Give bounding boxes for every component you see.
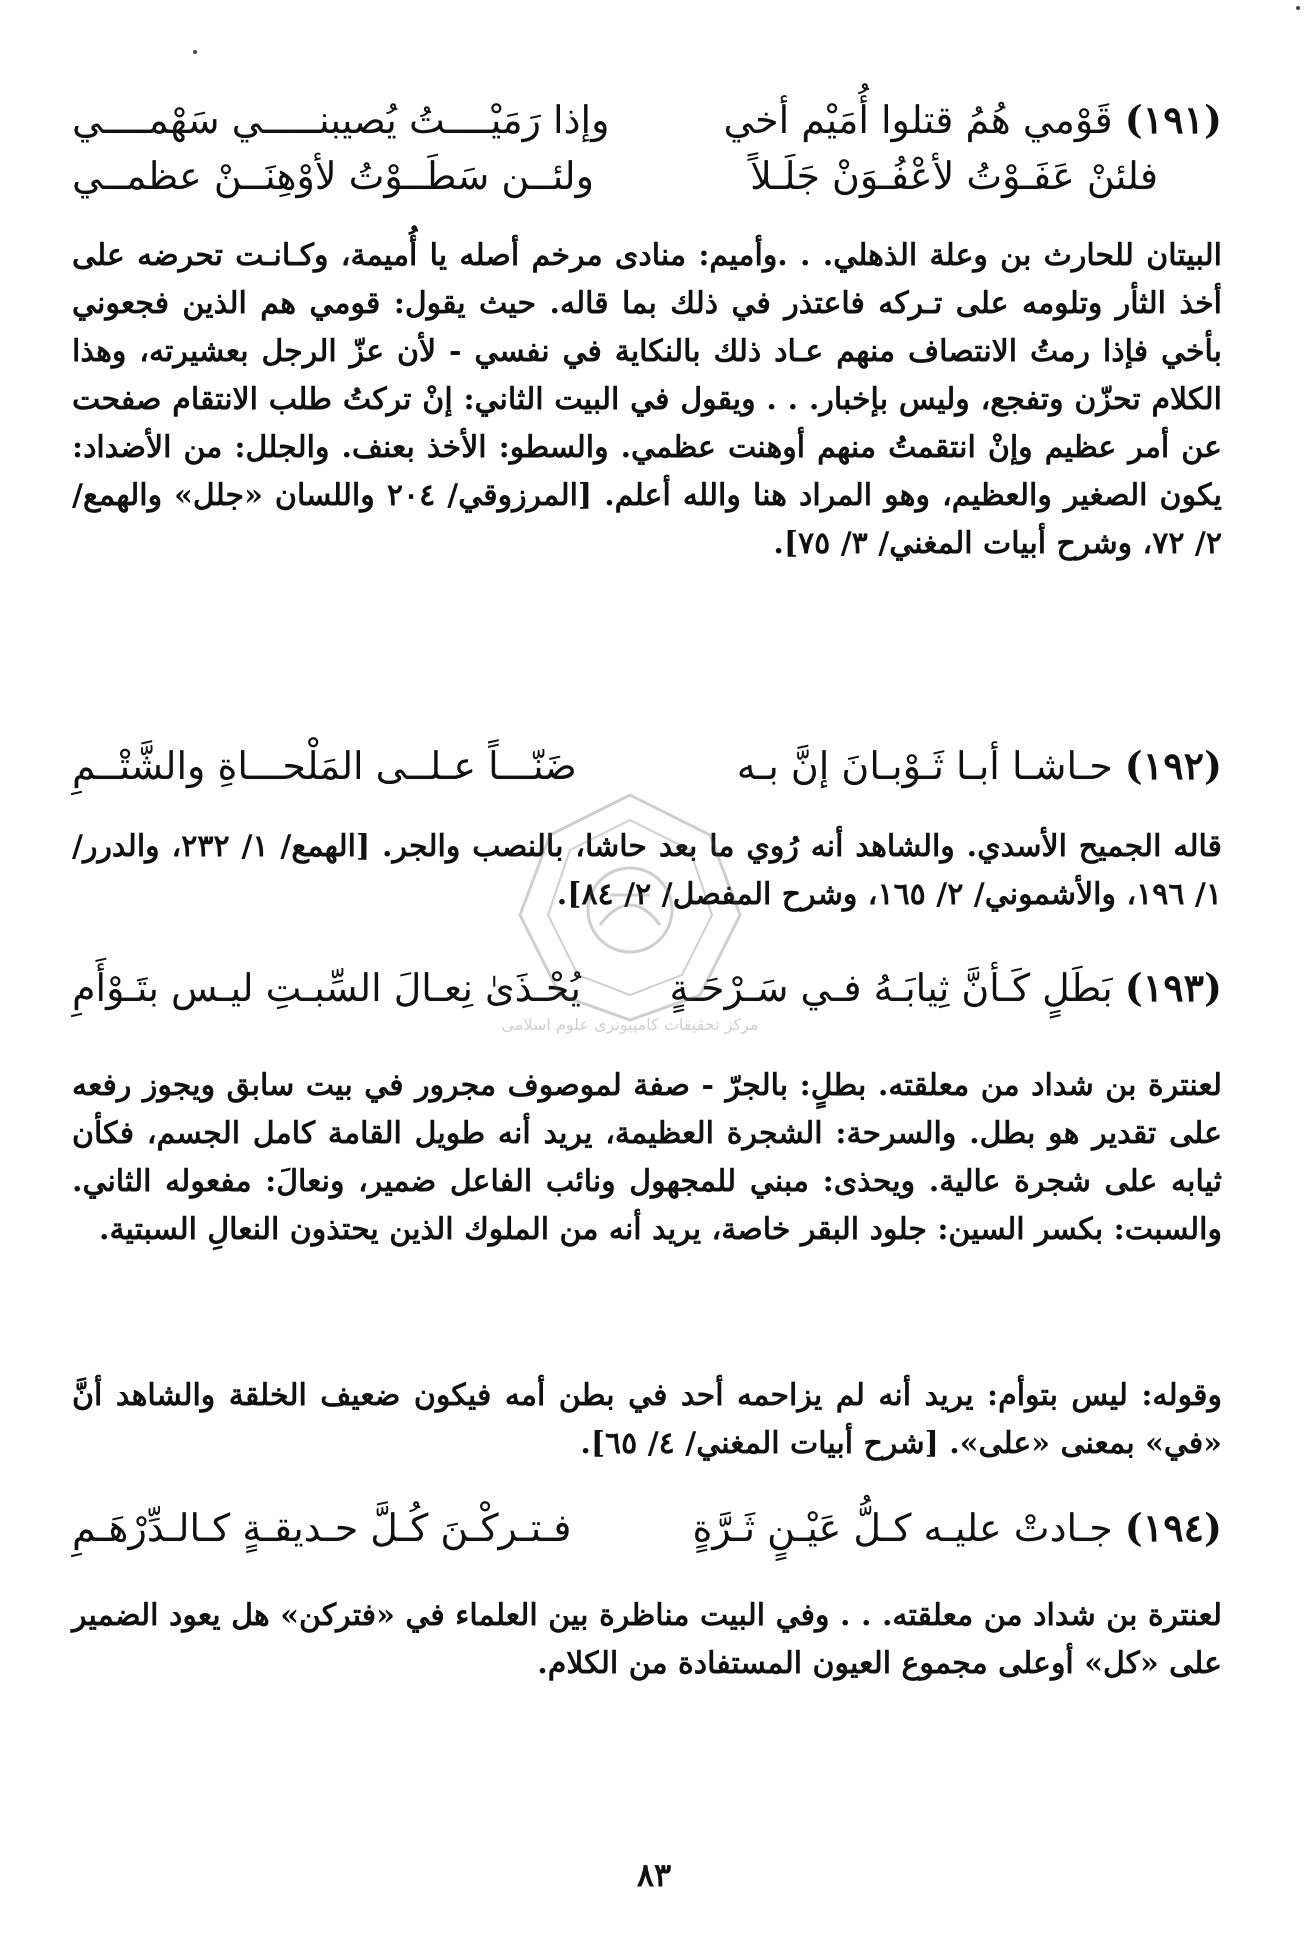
verse-number: (١٩١) [1124, 97, 1222, 142]
commentary-paragraph: لعنترة بن شداد من معلقته. . . وفي البيت مناظرة بين العلماء في «فتركن» هل يعود الضمير على «كل» أوعلى مجموع العيون المستفادة من الكلام. [72, 1598, 1222, 1681]
commentary-paragraph: لعنترة بن شداد من معلقته. بطلٍ: بالجرّ - صفة لموصوف مجرور في بيت سابق ويجوز رفعه على تقدير هو بطل. والسرحة: الشجرة العظيمة، يريد أنه طويل القامة كامل الجسم، فكأن ثيابه على شجرة عالية. ويحذى: مبني للمجهول ونائب الفاعل ضمير، ونعالَ: مفعوله الثاني. والسبت: بكسر السين: جلود البقر خاصة، يريد أنه من الملوك الذين يحتذون النعالِ السبتية. [72, 1068, 1222, 1247]
verse-194 [72, 1500, 1222, 1556]
hemistich-text: حـاشـا أبـا ثَـوْبـانَ إنَّ بـه [736, 744, 1113, 788]
commentary-paragraph: البيتان للحارث بن وعلة الذهلي. . .وأميم: منادى مرخم أصله يا أُميمة، وكـانـت تحرضه على أخذ الثأر وتلومه على تـركه فاعتذر في ذلك بما قاله. حيث يقول: قومي هم الذين فجعوني بأخي فإذا رمتُ الانتصاف منهم عـاد ذلك بالنكاية في نفسي - لأن عزّ الرجل بعشيرته، وهذا الكلام تحزّن وتفجع، وليس بإخبار. . . ويقول في البيت الثاني: إنْ تركتُ طلب الانتقام صفحت عن أمر عظيم وإنْ انتقمتُ منهم أوهنت عظمي. والسطو: الأخذ بعنف. والجلل: من الأضداد: يكون الصغير والعظيم، وهو المراد هنا والله أعلم. [المرزوقي/ ٢٠٤ واللسان «جلل» والهمع/ ٢/ ٧٢، وشرح أبيات المغني/ ٣/ ٧٥]. [72, 238, 1222, 561]
hemistich-text: جـادتْ عليـه كـلُّ عَيْـنٍ ثَـرَّةٍ [692, 1506, 1113, 1550]
watermark-text: مركز تحقيقات كامپيوترى علوم اسلامى [501, 1015, 759, 1034]
verse-191 [72, 92, 1222, 204]
verse-number: (١٩٤) [1124, 1505, 1222, 1550]
verse-line [72, 92, 1222, 148]
scan-speck [193, 50, 197, 54]
hemistich-text: قَوْمي هُمُ قتلوا أُمَيْم أخي [723, 98, 1113, 142]
verse-line [72, 148, 1222, 204]
hemistich-second: ضَنّـــاً عـلــى المَلْحـــاةِ والشَّتْــمِ [72, 744, 577, 788]
hemistich-second: يُحْـذَىٰ نِعـالَ السِّبـتِ ليـس بتَـوْأَمِ [72, 966, 581, 1010]
verse-number: (١٩٣) [1124, 965, 1222, 1010]
hemistich-first [642, 92, 1222, 148]
page-number: ٨٣ [636, 1856, 672, 1894]
watermark-seal [500, 775, 760, 1035]
hemistich-second: فـتـركْـنَ كُـلَّ حـديقـةٍ كـالـدِّرْهَـمِ [72, 1506, 572, 1550]
verse-number: (١٩٢) [1124, 743, 1222, 788]
commentary-paragraph: قاله الجميح الأسدي. والشاهد أنه رُوي ما بعد حاشا، بالنصب والجر. [الهمع/ ١/ ٢٣٢، والدرر/ ١/ ١٩٦، والأشموني/ ٢/ ١٦٥، وشرح المفصل/ ٢/ ٨٤]. [72, 829, 1222, 912]
scan-speck [1296, 6, 1300, 10]
commentary-paragraph: وقوله: ليس بتوأم: يريد أنه لم يزاحمه أحد في بطن أمه فيكون ضعيف الخلقة والشاهد أنَّ «في» بمعنى «على». [شرح أبيات المغني/ ٤/ ٦٥]. [72, 1378, 1222, 1461]
hemistich-second: ولئــن سَطَــوْتُ لأوْهِنَــنْ عظمــي [72, 154, 594, 198]
commentary-193 [72, 1062, 1222, 1254]
hemistich-first [642, 1500, 1222, 1556]
verse-line [72, 1500, 1222, 1556]
hemistich-second: وإذا رَمَيْــــتُ يُصيبنـــــي سَهْمــــي [72, 98, 610, 142]
hemistich-text: بَطَلٍ كَـأنَّ ثِيابَـهُ فـي سَـرْحَـةٍ [669, 966, 1113, 1010]
commentary-194 [72, 1592, 1222, 1688]
hemistich-first: فلئنْ عَفَـوْتُ لأعْفُـوَنْ جَلَـلاً [750, 154, 1158, 198]
commentary-193-continued [72, 1372, 1222, 1468]
commentary-191 [72, 232, 1222, 568]
